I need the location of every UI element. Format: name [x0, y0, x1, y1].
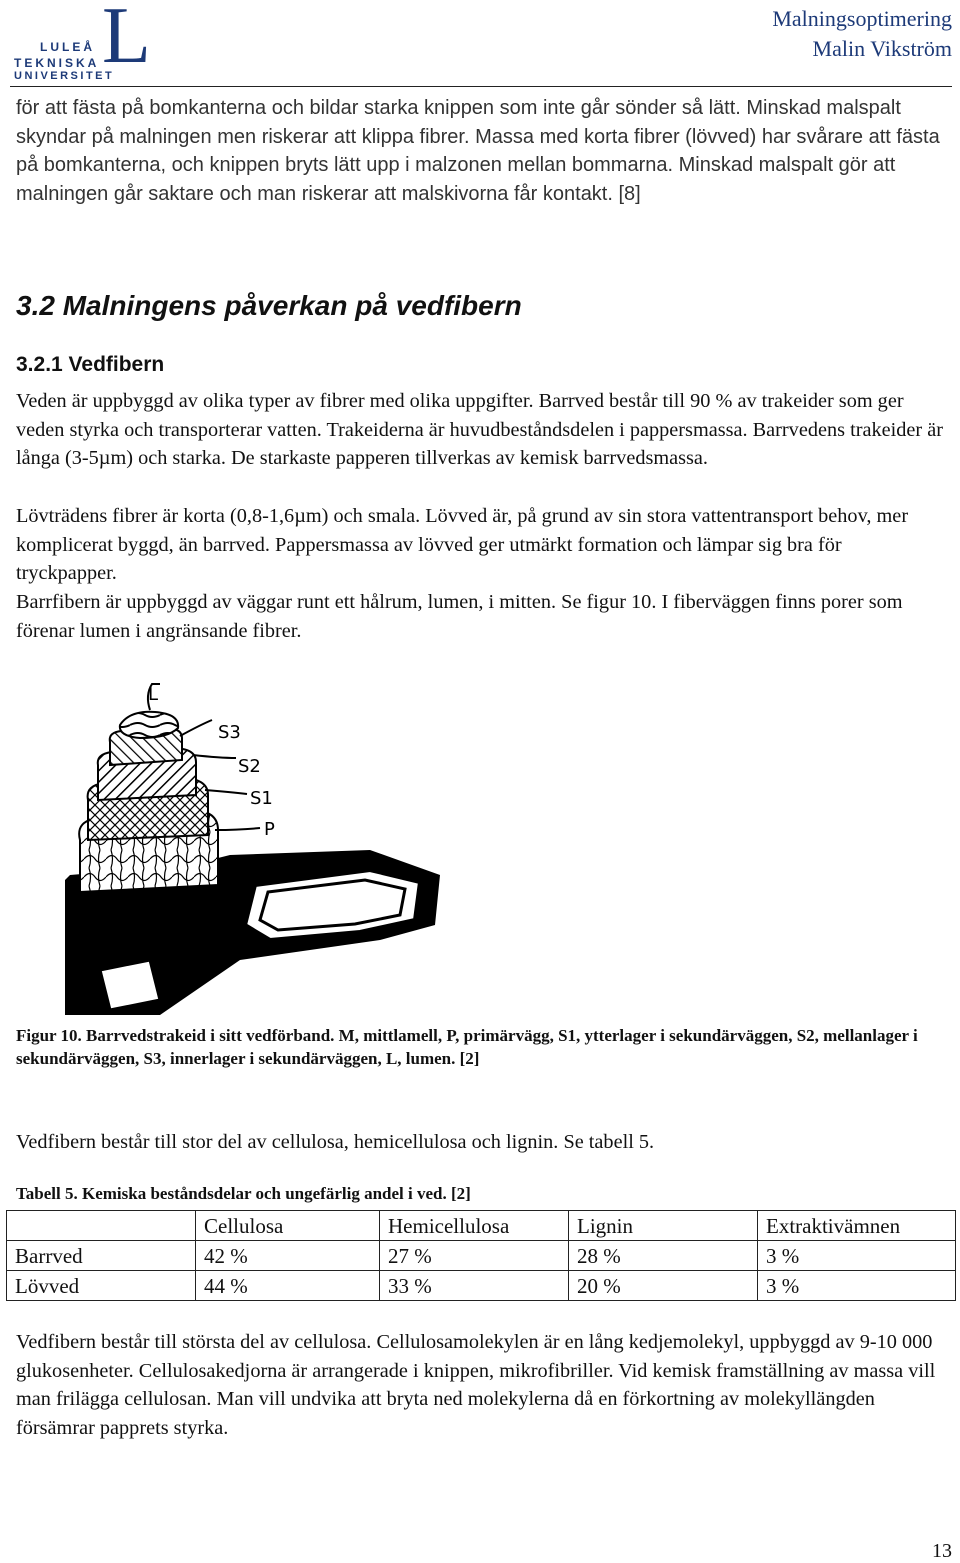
table-cell: 42 %	[196, 1241, 380, 1271]
paragraph-2: Veden är uppbyggd av olika typer av fibrer med olika uppgifter. Barrved består till 90 % av trakeider som ger veden styrka och transporterar vatten. Trakeiderna är huvudbeståndsdelen i pappersmassa. Barrvedens trakeider är långa (3-5µm) och starka. De starkaste papperen tillverkas av kemisk barrvedsmassa.	[16, 390, 943, 470]
logo-text-line-1: LULEÅ	[40, 40, 95, 54]
table-cell: Lövved	[7, 1271, 196, 1301]
table-row	[7, 1271, 956, 1301]
paragraph-5: Vedfibern består till stor del av cellulosa, hemicellulosa och lignin. Se tabell 5.	[16, 1131, 655, 1153]
header-title: Malningsoptimering	[772, 6, 952, 31]
table-title: Tabell 5. Kemiska beståndsdelar och ungefärlig andel i ved. [2]	[16, 1184, 471, 1203]
chemical-components-table	[6, 1210, 956, 1301]
lumen-top	[120, 712, 178, 738]
logo-text-line-3: UNIVERSITET	[14, 70, 115, 82]
figure-label-s1: S1	[250, 788, 273, 809]
logo-letter: L	[102, 0, 151, 80]
table-header-cell: Cellulosa	[196, 1211, 380, 1241]
table-cell: 3 %	[758, 1271, 956, 1301]
university-logo	[12, 2, 172, 82]
figure-label-m: M	[275, 852, 291, 873]
logo-text-line-2: TEKNISKA	[14, 56, 100, 70]
neighbour-cell-bottom-shape	[100, 960, 160, 1010]
figure-label-s2: S2	[238, 756, 261, 777]
table-cell: 3 %	[758, 1241, 956, 1271]
paragraph-3: Lövträdens fibrer är korta (0,8-1,6µm) och smala. Lövved är, på grund av sin stora vattentransport behov, mer komplicerat byggd, än barrved. Pappersmassa av lövved ger utmärkt formation och lämpar sig bra för tryckpapper.	[16, 505, 909, 585]
leader-line-s2	[193, 755, 236, 758]
paragraph-4: Barrfibern är uppbyggd av väggar runt ett hålrum, lumen, i mitten. Se figur 10. I fiberväggen finns porer som förenar lumen i angränsande fibrer.	[16, 591, 903, 642]
table-header-cell: Hemicellulosa	[380, 1211, 569, 1241]
figure-label-s3: S3	[218, 722, 241, 743]
leader-line-s1	[205, 790, 247, 794]
table-cell: 20 %	[569, 1271, 758, 1301]
section-heading: 3.2 Malningens påverkan på vedfibern	[16, 290, 522, 321]
page-number: 13	[932, 1540, 952, 1562]
figure-label-p: P	[264, 819, 275, 840]
table-cell: 28 %	[569, 1241, 758, 1271]
table-cell: Barrved	[7, 1241, 196, 1271]
header-rule	[10, 86, 952, 87]
table-header-cell	[7, 1211, 196, 1241]
table-header-cell: Extraktivämnen	[758, 1211, 956, 1241]
figure-label-l: L	[148, 684, 159, 705]
running-header	[772, 4, 952, 64]
paragraph-1: för att fästa på bomkanterna och bildar starka knippen som inte går sönder så lätt. Minskad malspalt skyndar på malningen men riskerar att klippa fibrer. Massa med korta fibrer (lövved) har svårare att fästa på bomkanterna, och knippen bryts lätt upp i malzonen mellan bommarna. Minskad malspalt gör att malningen går saktare och man riskerar att malskivorna får kontakt. [8]	[16, 97, 940, 205]
header-author: Malin Vikström	[812, 36, 952, 61]
table-cell: 44 %	[196, 1271, 380, 1301]
table-cell: 27 %	[380, 1241, 569, 1271]
table-header-cell: Lignin	[569, 1211, 758, 1241]
leader-line-s3	[180, 720, 212, 736]
table-row	[7, 1241, 956, 1271]
table-header-row	[7, 1211, 956, 1241]
table-cell: 33 %	[380, 1271, 569, 1301]
leader-line-p	[215, 828, 260, 830]
tracheid-figure	[40, 670, 460, 1020]
figure-caption: Figur 10. Barrvedstrakeid i sitt vedförband. M, mittlamell, P, primärvägg, S1, ytterlager i sekundärväggen, S2, mellanlager i sekundärväggen, S3, innerlager i sekundärväggen, L, lumen. [2]	[16, 1026, 918, 1068]
paragraph-6: Vedfibern består till största del av cellulosa. Cellulosamolekylen är en lång kedjemolekyl, uppbyggd av 9-10 000 glukosenheter. Cellulosakedjorna är arrangerade i knippen, mikrofibriller. Vid kemisk framställning av massa vill man frilägga cellulosan. Man vill undvika att bryta ned molekylerna då en förkortning av molekyllängden försämrar papprets styrka.	[16, 1331, 936, 1439]
subsection-heading: 3.2.1 Vedfibern	[16, 353, 165, 376]
